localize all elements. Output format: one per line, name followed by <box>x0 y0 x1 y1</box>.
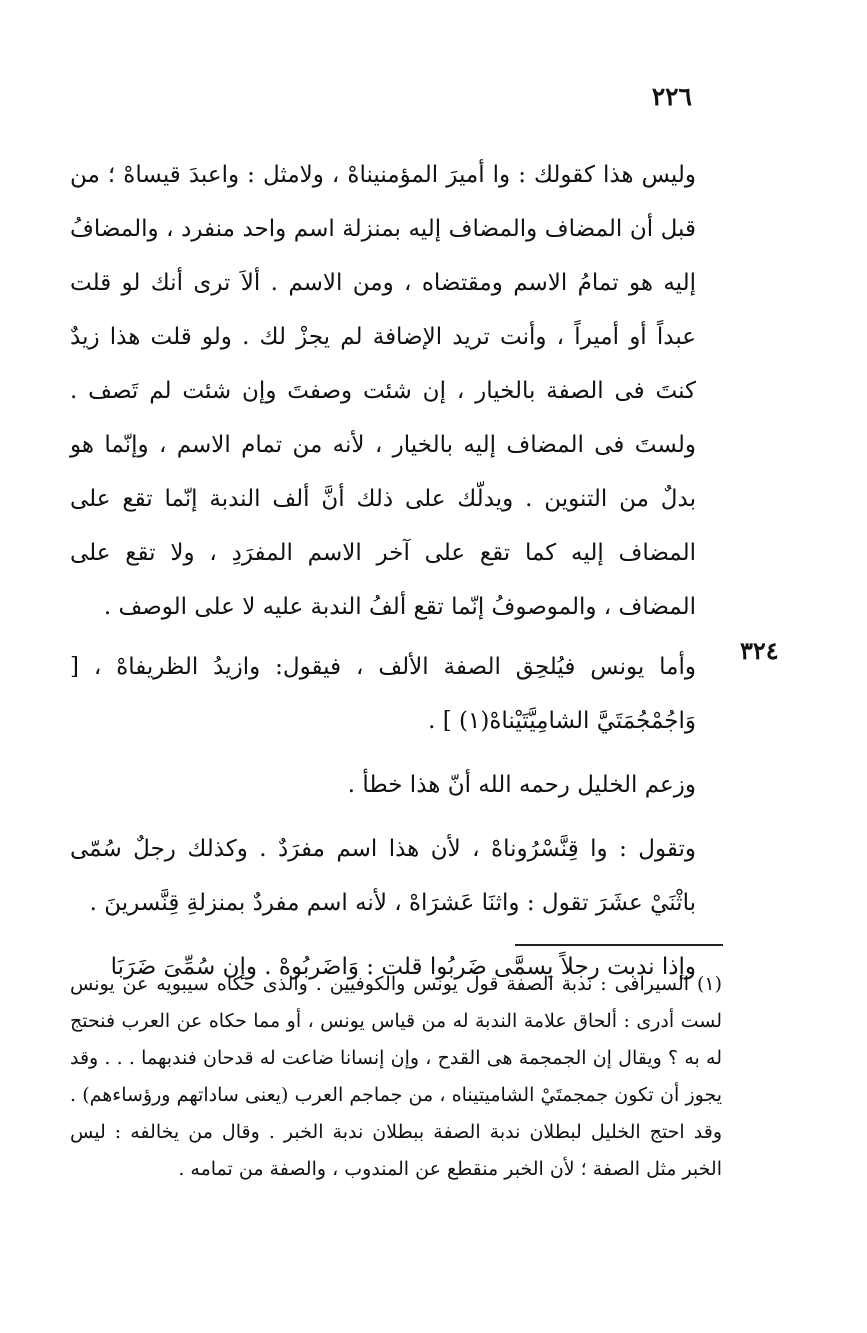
page-number: ٢٢٦ <box>651 82 692 111</box>
paragraph: وأما يونس فيُلحِق الصفة الألف ، فيقول: وازيدُ الظريفاهْ ، [ وَاجُمْجُمَتَيَّ الشامِيَّتَيْناهْ(١) ] . <box>70 654 696 734</box>
main-text <box>70 148 724 994</box>
footnote-divider <box>515 944 723 946</box>
paragraph: وليس هذا كقولك : وا أميرَ المؤمنيناهْ ، ولامثل : واعبدَ قيساهْ ؛ من قبل أن المضاف والمضاف إليه بمنزلة اسم واحد منفرد ، والمضافُ إليه هو تمامُ الاسم ومقتضاه ، ومن الاسم . ألاَ ترى أنك لو قلت عبداً أو أميراً ، وأنت تريد الإضافة لم يجزْ لك . ولو قلت هذا زيدٌ كنتَ فى الصفة بالخيار ، إن شئت وصفتَ وإن شئت لم تَصف . ولستَ فى المضاف إليه بالخيار ، لأنه من تمام الاسم ، وإنّما هو بدلٌ من التنوين . ويدلّك على ذلك أنَّ ألف الندبة إنّما تقع على المضاف إليه كما تقع على آخر الاسم المفرَدِ ، ولا تقع على المضاف ، والموصوفُ إنّما تقع ألفُ الندبة عليه لا على الوصف . <box>70 162 696 620</box>
paragraph: وزعم الخليل رحمه الله أنّ هذا خطأ . <box>347 772 696 798</box>
footnote <box>70 966 722 1188</box>
paragraph: وتقول : وا قِنَّسْرُوناهْ ، لأن هذا اسم مفرَدٌ . وكذلك رجلٌ سُمّى باثْنَيْ عشَرَ تقول : واثنَا عَشرَاهْ ، لأنه اسم مفردٌ بمنزلةِ قِنَّسرينَ . <box>70 836 696 916</box>
margin-reference-number: ٣٢٤ <box>740 636 779 665</box>
paragraph: وإذا ندبت رجلاً يسمَّى ضَربُوا قلت : وَاضَربُوهْ . وإن سُمِّىَ ضَرَبَا <box>110 954 696 980</box>
footnote-text: (١) السيرافى : ندبة الصفة قول يونس والكوفيين . والذى حكاه سيبويه عن يونس لست أدرى : ألحاق علامة الندبة له من قياس يونس ، أو مما حكاه عن العرب فنحتج له به ؟ ويقال إن الجمجمة هى القدح ، وإن إنسانا ضاعت له قدحان فندبهما . . . وقد يجوز أن تكون جمجمتَيْ الشاميتيناه ، من جماجم العرب (يعنى ساداتهم ورؤساءهم) . وقد احتج الخليل لبطلان ندبة الصفة ببطلان ندبة الخبر . وقال من يخالفه : ليس الخبر مثل الصفة ؛ لأن الخبر منقطع عن المندوب ، والصفة من تمامه . <box>70 973 722 1180</box>
